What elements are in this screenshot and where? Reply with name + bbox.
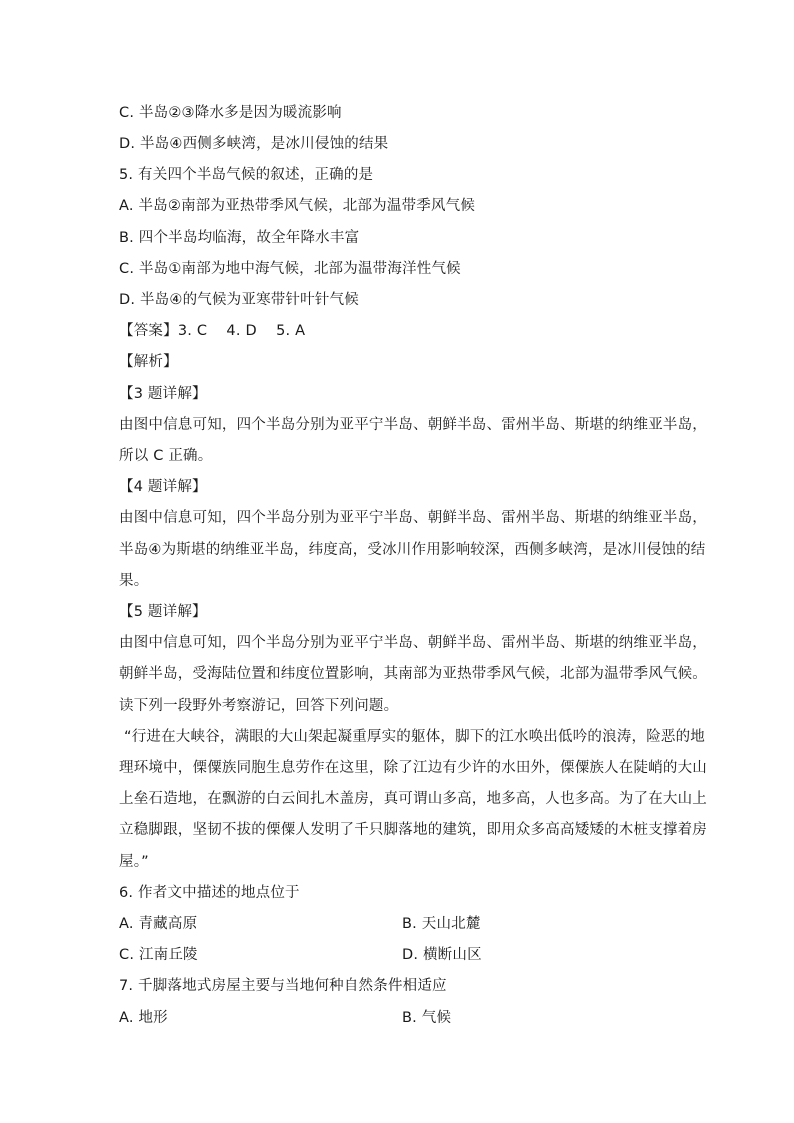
q6-option-b: B. 天山北麓	[402, 916, 481, 932]
q4-option-c: C. 半岛②③降水多是因为暖流影响	[119, 105, 342, 121]
passage-line: 理环境中，傈僳族同胞生息劳作在这里，除了江边有少许的水田外，傈僳族人在陡峭的大山	[119, 760, 707, 776]
q7-stem: 7. 千脚落地式房屋主要与当地何种自然条件相适应	[119, 978, 447, 994]
passage-line: 上垒石造地，在飘游的白云间扎木盖房，真可谓山多高，地多高，人也多高。为了在大山上	[119, 791, 707, 807]
passage-intro: 读下列一段野外考察游记，回答下列问题。	[119, 698, 399, 714]
q6-option-d: D. 横断山区	[402, 947, 482, 963]
q3-detail-heading: 【3 题详解】	[119, 386, 207, 402]
q5-detail-line: 朝鲜半岛，受海陆位置和纬度位置影响，其南部为亚热带季风气候，北部为温带季风气候。	[119, 666, 707, 682]
q5-option-d: D. 半岛④的气候为亚寒带针叶针气候	[119, 292, 359, 308]
answer-label: 【答案】	[119, 323, 178, 339]
q5-option-c: C. 半岛①南部为地中海气候，北部为温带海洋性气候	[119, 261, 461, 277]
passage-line: 屋。”	[119, 854, 149, 870]
answer-values: 3. C 4. D 5. A	[177, 323, 306, 339]
q6-stem: 6. 作者文中描述的地点位于	[119, 885, 300, 901]
q7-option-b: B. 气候	[402, 1010, 452, 1026]
q4-option-d: D. 半岛④西侧多峡湾，是冰川侵蚀的结果	[119, 136, 389, 152]
passage-line: 立稳脚跟，坚韧不拔的傈僳人发明了千只脚落地的建筑，即用众多高高矮矮的木桩支撑着房	[119, 822, 707, 838]
q5-option-b: B. 四个半岛均临海，故全年降水丰富	[119, 230, 360, 246]
q6-option-c: C. 江南丘陵	[119, 947, 198, 963]
q4-detail-heading: 【4 题详解】	[119, 479, 207, 495]
q4-detail-line: 果。	[119, 573, 149, 589]
q6-option-a: A. 青藏高原	[119, 916, 198, 932]
q7-option-a: A. 地形	[119, 1010, 168, 1026]
passage-line: “行进在大峡谷，满眼的大山架起凝重厚实的躯体，脚下的江水唤出低吟的浪涛，险恶的地	[124, 729, 706, 745]
q4-detail-line: 由图中信息可知，四个半岛分别为亚平宁半岛、朝鲜半岛、雷州半岛、斯堪的纳维亚半岛，	[119, 510, 707, 526]
q5-option-a: A. 半岛②南部为亚热带季风气候，北部为温带季风气候	[119, 198, 476, 214]
q4-detail-line: 半岛④为斯堪的纳维亚半岛，纬度高，受冰川作用影响较深，西侧多峡湾，是冰川侵蚀的结	[119, 542, 706, 558]
q3-detail-line: 所以 C 正确。	[119, 448, 213, 464]
analysis-heading: 【解析】	[119, 354, 178, 370]
q5-detail-heading: 【5 题详解】	[119, 604, 207, 620]
q5-detail-line: 由图中信息可知，四个半岛分别为亚平宁半岛、朝鲜半岛、雷州半岛、斯堪的纳维亚半岛，	[119, 635, 707, 651]
q5-stem: 5. 有关四个半岛气候的叙述，正确的是	[119, 167, 374, 183]
answer-line	[119, 322, 305, 340]
q3-detail-line: 由图中信息可知，四个半岛分别为亚平宁半岛、朝鲜半岛、雷州半岛、斯堪的纳维亚半岛，	[119, 417, 707, 433]
